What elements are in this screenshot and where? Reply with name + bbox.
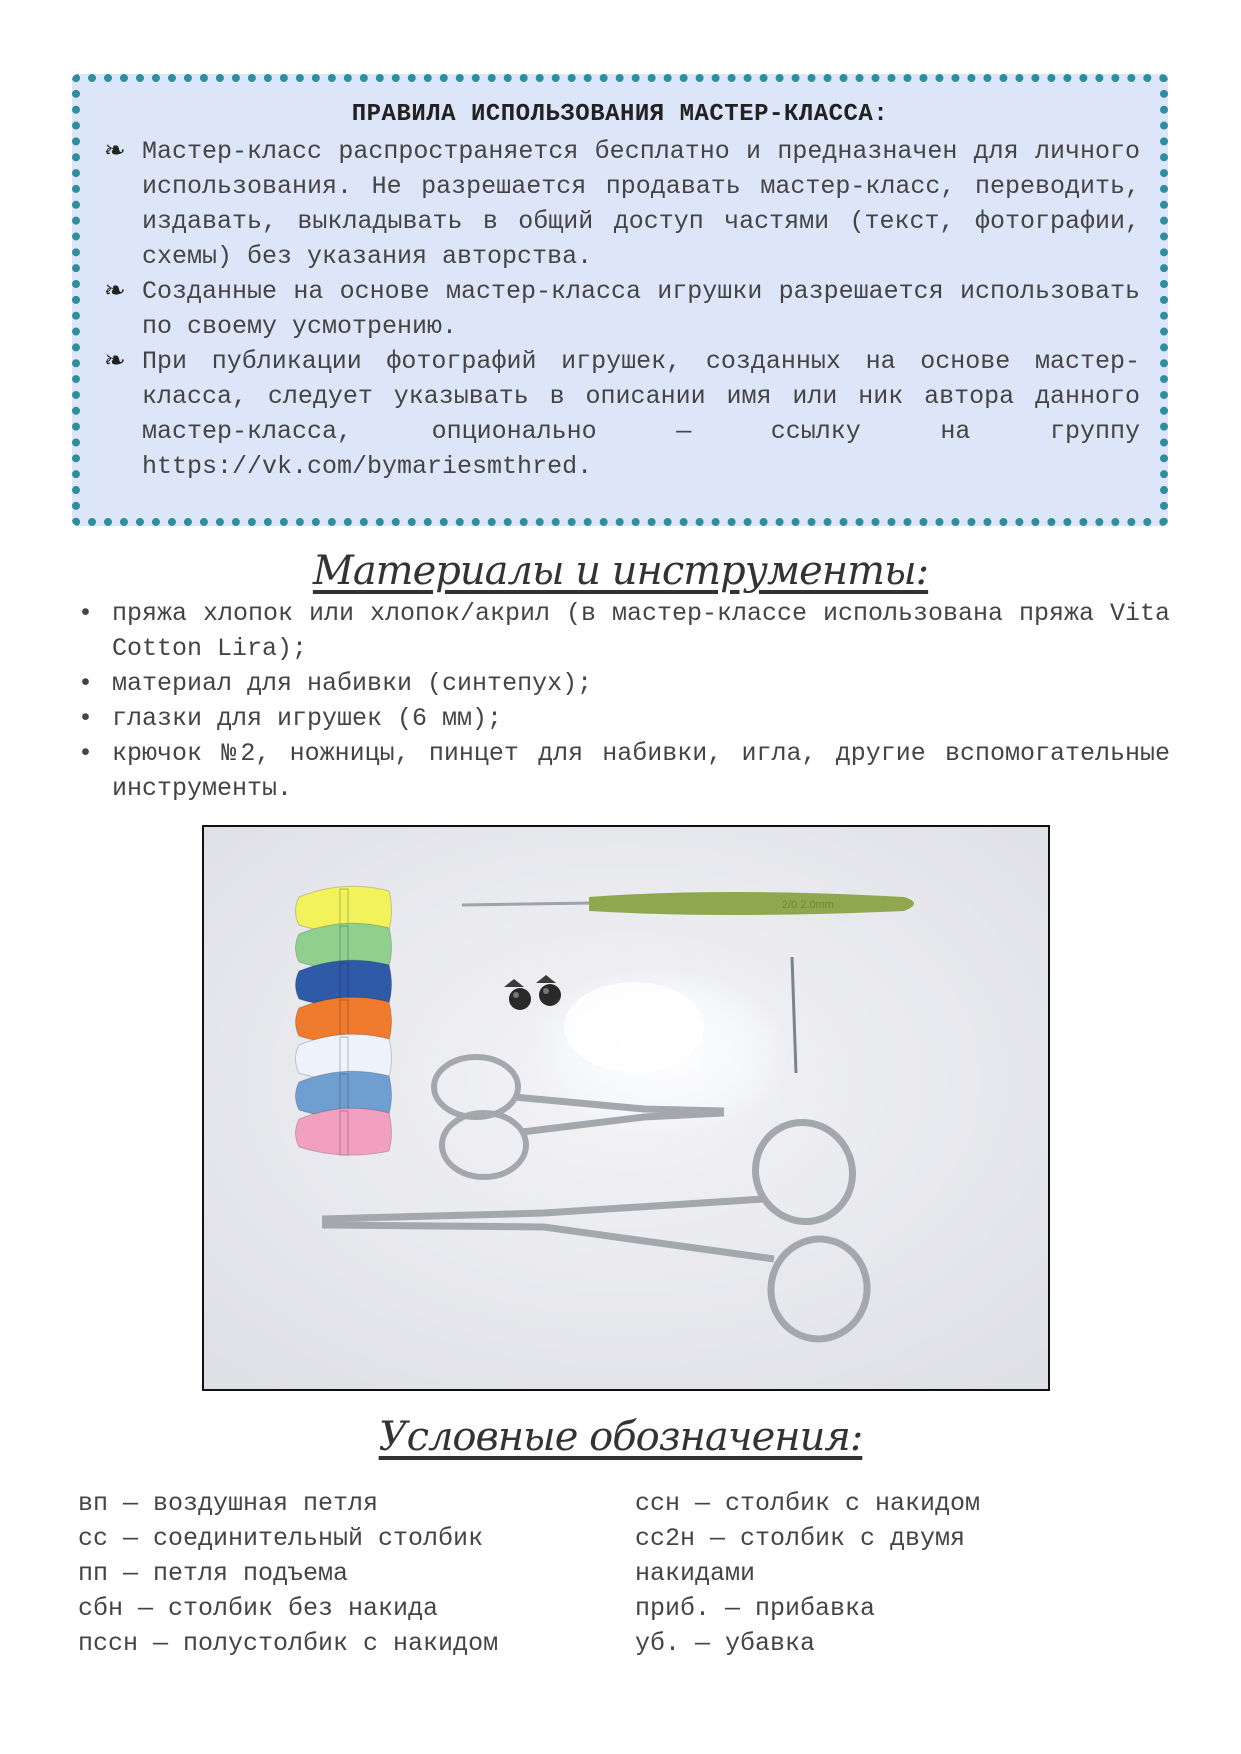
rule-text: Мастер-класс распространяется бесплатно и предназначен для личного использования. Не разрешается продавать мастер-класс, переводить, издавать, выкладывать в общий доступ частями (текст, фотографии, схемы) без указания авторства.	[142, 137, 1140, 271]
legend-left-column	[78, 1486, 498, 1661]
fleuron-bullet-icon: ❧	[104, 136, 126, 166]
materials-heading: Материалы и инструменты:	[312, 548, 929, 594]
material-text: глазки для игрушек (6 мм);	[112, 704, 503, 733]
legend-entry: накидами	[635, 1559, 756, 1588]
fleuron-bullet-icon: ❧	[104, 276, 126, 306]
legend-heading: Условные обозначения:	[378, 1414, 863, 1460]
yarn-bundle-icon	[296, 1108, 392, 1155]
legend-entry: уб. — убавка	[635, 1629, 816, 1658]
legend-entry: пп — петля подъема	[78, 1559, 349, 1588]
rule-text: Созданные на основе мастер-класса игрушки разрешается использовать по своему усмотрению.	[142, 277, 1140, 341]
rule-text: При публикации фотографий игрушек, созданных на основе мастер-класса, следует указывать в описании имя или ник автора данного мастер-класса, опционально — ссылку на группу https://vk.com/bymariesmthred.	[142, 347, 1140, 481]
yarn-bundles	[296, 886, 392, 1155]
legend-entry: пссн — полустолбик с накидом	[78, 1629, 499, 1658]
legend-right-column	[635, 1486, 980, 1661]
fleuron-bullet-icon: ❧	[104, 346, 126, 376]
legend-entry: ссн — столбик с накидом	[635, 1489, 981, 1518]
legend-entry: сбн — столбик без накида	[78, 1594, 439, 1623]
bullet-dot-icon: •	[78, 739, 94, 768]
bullet-dot-icon: •	[78, 669, 94, 698]
tools-photo-illustration	[204, 827, 1048, 1389]
materials-list	[70, 596, 1170, 806]
material-text: крючок №2, ножницы, пинцет для набивки, игла, другие вспомогательные инструменты.	[112, 739, 1170, 803]
material-text: материал для набивки (синтепух);	[112, 669, 593, 698]
legend-entry: сс — соединительный столбик	[78, 1524, 484, 1553]
list-item	[70, 736, 1170, 806]
bullet-dot-icon: •	[78, 599, 94, 628]
hook-marking: 2/0 2.0mm	[782, 899, 834, 911]
material-text: пряжа хлопок или хлопок/акрил (в мастер-классе использована пряжа Vita Cotton Lira);	[112, 599, 1170, 663]
rule-item	[100, 344, 1140, 484]
legend-entry: сс2н — столбик с двумя	[635, 1524, 966, 1553]
bullet-dot-icon: •	[78, 704, 94, 733]
usage-rules-box	[72, 74, 1168, 526]
list-item	[70, 666, 1170, 701]
legend-entry: вп — воздушная петля	[78, 1489, 379, 1518]
rule-item	[100, 274, 1140, 344]
legend-entry: приб. — прибавка	[635, 1594, 876, 1623]
list-item	[70, 596, 1170, 666]
tools-photo	[202, 825, 1050, 1391]
usage-rules-title: ПРАВИЛА ИСПОЛЬЗОВАНИЯ МАСТЕР-КЛАССА:	[351, 101, 889, 128]
list-item	[70, 701, 1170, 736]
rule-item	[100, 134, 1140, 274]
